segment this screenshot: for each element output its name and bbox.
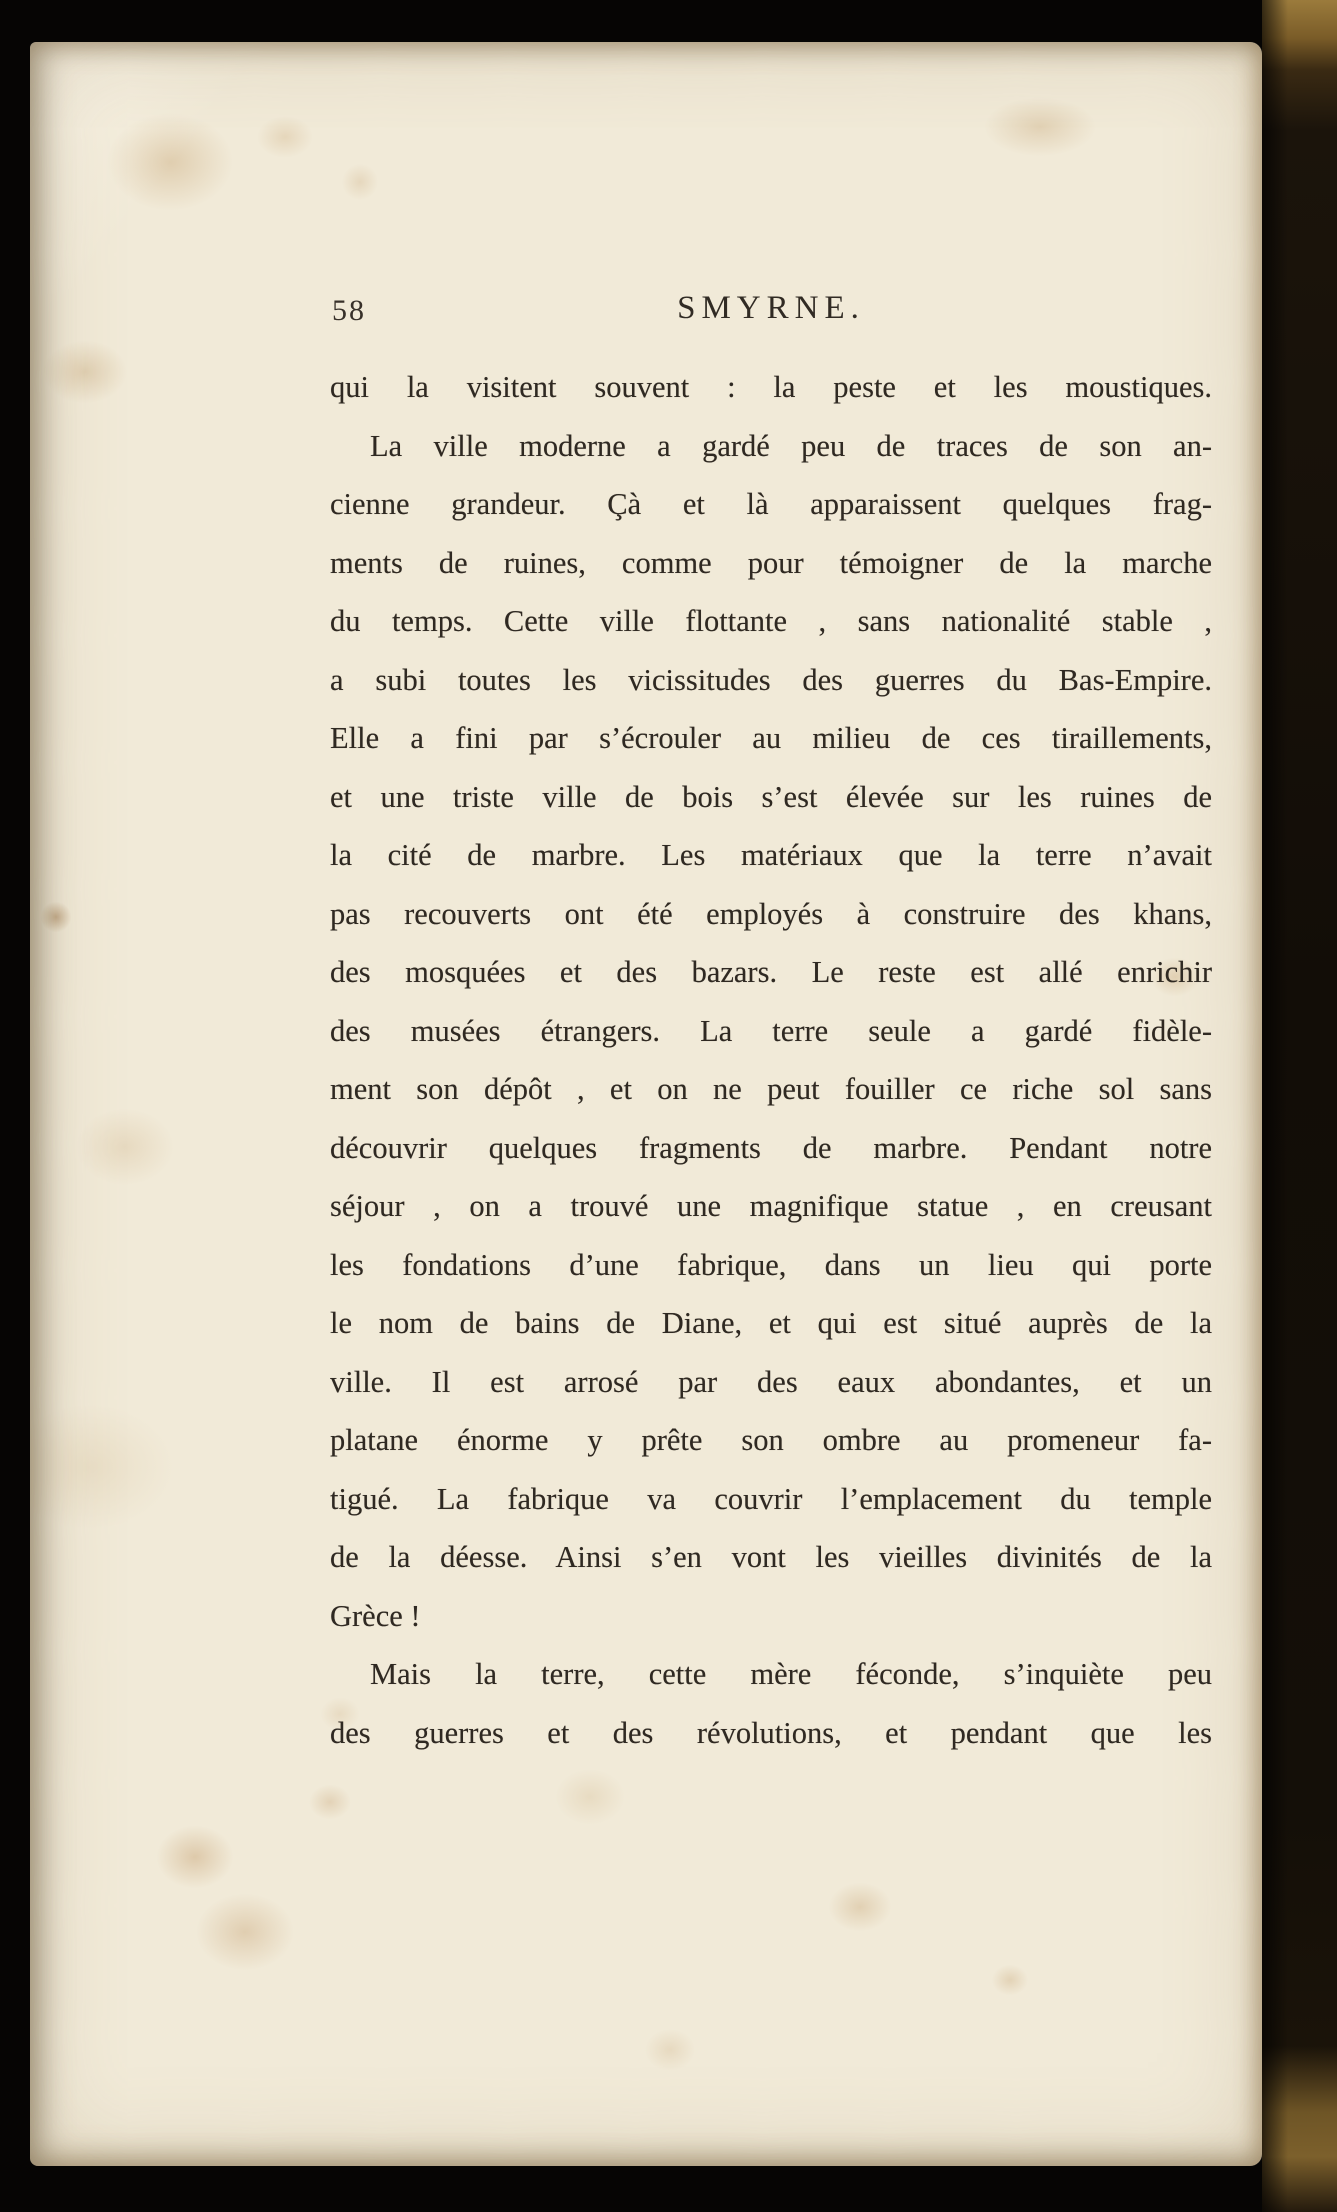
page-number: 58 [332,294,366,327]
text-line: le nom de bains de Diane, et qui est situé auprès de la [330,1306,1212,1340]
running-title: SMYRNE. [677,290,865,326]
text-line: Grèce ! [330,1598,421,1633]
text-line: Mais la terre, cette mère féconde, s’inquiète peu [370,1657,1212,1691]
text-line: tigué. La fabrique va couvrir l’emplacement du temple [330,1481,1212,1516]
text-line: Elle a fini par s’écrouler au milieu de ces tiraillements, [330,721,1212,755]
text-line: séjour , on a trouvé une magnifique statue , en creusant [330,1189,1212,1223]
text-line: qui la visitent souvent : la peste et les moustiques. [330,370,1212,404]
book-page [30,42,1262,2166]
text-line: La ville moderne a gardé peu de traces de son an- [370,428,1212,463]
book-binding-edge [1262,0,1337,2212]
text-line: les fondations d’une fabrique, dans un lieu qui porte [330,1247,1212,1282]
text-line: cienne grandeur. Çà et là apparaissent quelques frag- [330,487,1212,521]
text-line: du temps. Cette ville flottante , sans nationalité stable , [330,604,1212,638]
page-header [330,282,1212,352]
text-line: des mosquées et des bazars. Le reste est allé enrichir [330,955,1212,989]
text-line: de la déesse. Ainsi s’en vont les vieilles divinités de la [330,1540,1212,1574]
page-body-text [330,358,1212,1762]
text-line: découvrir quelques fragments de marbre. Pendant notre [330,1130,1212,1165]
text-column [330,282,1212,1762]
text-line: a subi toutes les vicissitudes des guerres du Bas-Empire. [330,662,1212,697]
text-line: ment son dépôt , et on ne peut fouiller ce riche sol sans [330,1072,1212,1106]
text-line: la cité de marbre. Les matériaux que la terre n’avait [330,838,1212,872]
text-line: platane énorme y prête son ombre au promeneur fa- [330,1423,1212,1457]
text-line: ments de ruines, comme pour témoigner de la marche [330,545,1212,580]
text-line: des guerres et des révolutions, et pendant que les [330,1715,1212,1750]
text-line: ville. Il est arrosé par des eaux abondantes, et un [330,1364,1212,1399]
text-line: et une triste ville de bois s’est élevée sur les ruines de [330,779,1212,814]
text-line: des musées étrangers. La terre seule a gardé fidèle- [330,1013,1212,1048]
text-line: pas recouverts ont été employés à construire des khans, [330,896,1212,931]
